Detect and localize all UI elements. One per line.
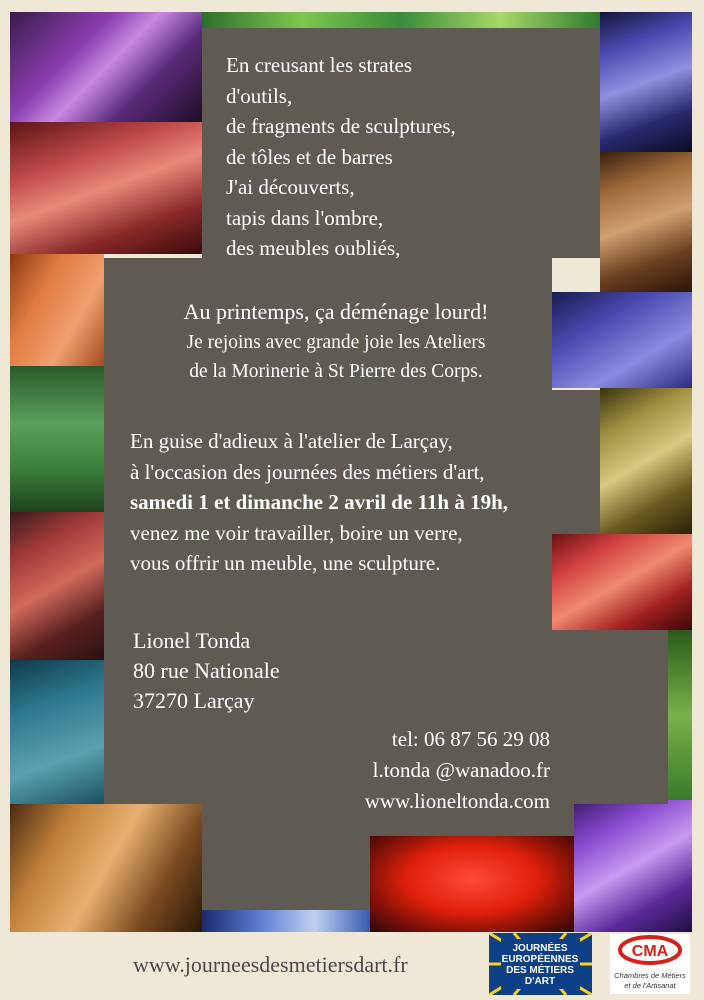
jema-logo-line: DES MÉTIERS	[506, 965, 574, 976]
photo-blue-tubes	[600, 12, 692, 152]
poem-line: d'outils,	[226, 83, 293, 108]
photo-violet-table	[574, 800, 692, 932]
artist-name: Lionel Tonda	[133, 628, 251, 653]
street-address: 80 rue Nationale	[133, 658, 280, 683]
poem-line: tapis dans l'ombre,	[226, 205, 384, 230]
photo-blue-strip	[202, 910, 370, 932]
invitation-line: vous offrir un meuble, une sculpture.	[130, 551, 441, 575]
jema-sunburst-icon	[489, 933, 592, 995]
text-panel-footer-left	[202, 836, 370, 910]
photo-orange-forms	[10, 254, 104, 366]
photo-teal-plate	[10, 660, 104, 804]
photo-red-workshop	[10, 122, 202, 254]
contact-block	[365, 724, 550, 817]
email-address[interactable]: l.tonda @wanadoo.fr	[372, 758, 550, 782]
cma-logo	[610, 934, 690, 994]
phone-number: tel: 06 87 56 29 08	[391, 727, 550, 751]
photo-green-strip	[202, 12, 600, 28]
event-dates: samedi 1 et dimanche 2 avril de 11h à 19h,	[130, 490, 509, 514]
announcement-line: Je rejoins avec grande joie les Ateliers	[186, 332, 486, 353]
jema-logo-line: EUROPÉENNES	[501, 954, 579, 965]
photo-green-machine	[10, 366, 104, 512]
postal-city: 37270 Larçay	[133, 688, 255, 713]
photo-purple-sculpture	[10, 12, 202, 122]
announcement-headline: Au printemps, ça déménage lourd!	[183, 299, 489, 324]
poem-line: de tôles et de barres	[226, 144, 393, 169]
poem-line: de fragments de sculptures,	[226, 114, 456, 138]
cma-caption: et de l'Artisanat	[624, 981, 676, 990]
poem-line: En creusant les strates	[226, 53, 413, 77]
jema-logo-line: D'ART	[524, 976, 556, 987]
poem-line: des meubles oubliés,	[226, 236, 401, 260]
invitation	[130, 426, 508, 579]
address-block	[133, 626, 280, 716]
invitation-line: En guise d'adieux à l'atelier de Larçay,	[130, 429, 453, 453]
photo-blue-sculptures	[552, 292, 692, 388]
announcement	[140, 296, 532, 386]
cma-mark-icon	[610, 934, 690, 994]
photo-orange-welding	[10, 804, 202, 932]
cma-caption: Chambres de Métiers	[614, 971, 686, 980]
poem-text	[226, 50, 456, 264]
website-link[interactable]: www.lioneltonda.com	[364, 789, 550, 813]
jema-logo-line: JOURNÉES	[512, 943, 568, 954]
photo-green-edge	[668, 630, 692, 800]
invitation-line: venez me voir travailler, boire un verre,	[130, 520, 463, 545]
photo-red-object	[370, 836, 574, 932]
photo-red-studio	[552, 534, 692, 630]
photo-brown-stool	[600, 152, 692, 292]
photo-gold-chair	[600, 388, 692, 534]
poem-line: J'ai découverts,	[226, 175, 355, 199]
jema-logo	[489, 933, 592, 995]
photo-red-boxes	[10, 512, 104, 660]
footer-website-link[interactable]: www.journeesdesmetiersdart.fr	[133, 952, 408, 977]
cma-mark: CMA	[631, 943, 669, 960]
invitation-line: à l'occasion des journées des métiers d'art,	[130, 459, 485, 484]
announcement-line: de la Morinerie à St Pierre des Corps.	[189, 361, 483, 382]
